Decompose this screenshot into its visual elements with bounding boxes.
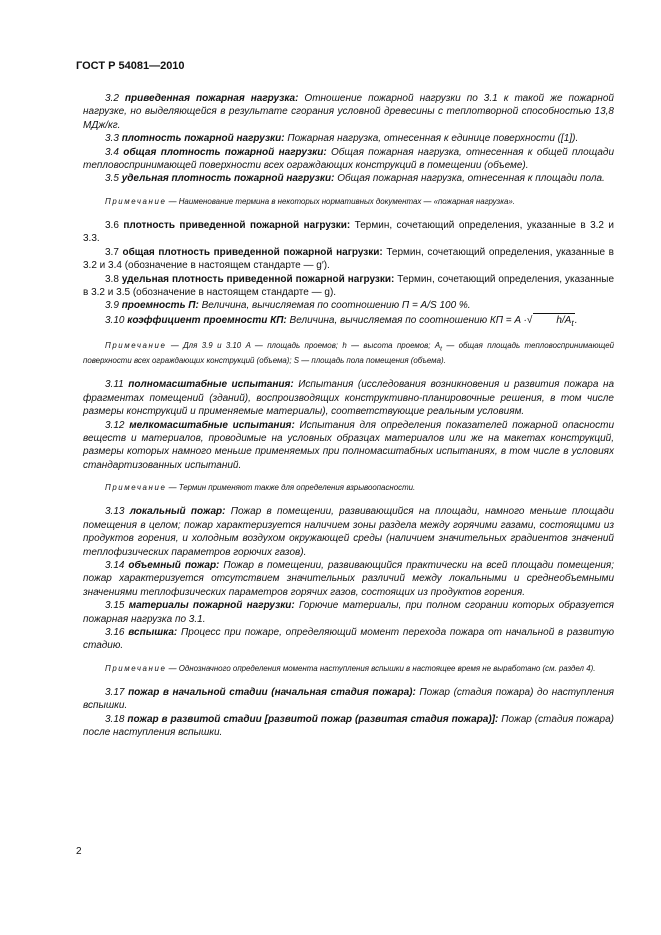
note-subscript: t (440, 345, 442, 353)
term: вспышка: (128, 626, 178, 638)
term: пожар в начальной стадии (начальная стадия пожара): (128, 687, 416, 698)
term: мелкомасштабные испытания: (129, 419, 295, 431)
definition-3-12 (83, 419, 614, 473)
clause-number: 3.3 (105, 133, 119, 145)
sqrt-icon: √ (526, 314, 533, 326)
definition-text: Общая пожарная нагрузка, отнесенная к общей площади тепловоспринимающей поверхности всех ограждающих конструкций в помещении (объеме). (83, 146, 615, 172)
definition-text: Испытания для определения показателей пожарной опасности веществ и материалов, проводимые на условных образцах материалов или же на макетах конструкций, размеры которых намного меньше применяемых при полномасштабных испытаниях, в том числе в условиях стандартизованных испытаний. (83, 419, 615, 471)
term: приведенная пожарная нагрузка: (124, 93, 299, 104)
definition-3-13 (83, 505, 614, 559)
formula-sqrt-text: h/A (556, 314, 572, 326)
definition-3-5 (83, 172, 614, 185)
note-label: Примечание (105, 483, 167, 493)
formula-lhs: КП = A · (489, 314, 527, 326)
note-text: — Термин применяют также для определения взрывоопасности. (166, 483, 416, 493)
term: локальный пожар: (129, 506, 226, 518)
definition-text: Термин, сочетающий определения, указанные в 3.2 и 3.5 (обозначение в настоящем стандарте — g). (83, 273, 614, 299)
term: объемный пожар: (128, 559, 220, 571)
clause-number: 3.7 (105, 246, 119, 258)
definition-3-15 (83, 599, 614, 626)
clause-number: 3.9 (105, 300, 119, 312)
formula-end: . (574, 314, 578, 326)
term: коэффициент проемности КП: (127, 314, 287, 326)
note-text-2: — общая площадь тепловоспринимающей поверхности всех ограждающих конструкций (объема); S — площадь пола помещения (объема). (83, 341, 614, 366)
definition-3-18 (83, 713, 614, 740)
clause-number: 3.10 (105, 314, 125, 326)
definition-text: Пожарная нагрузка, отнесенная к единице поверхности ([1]). (284, 133, 579, 145)
term: удельная плотность пожарной нагрузки: (121, 173, 335, 185)
definition-text: Величина, вычисляемая по соотношению П = A/S 100 %. (198, 300, 471, 312)
definition-text: Горючие материалы, при полном сгорании которых образуется пожарная нагрузка по 3.1. (83, 600, 615, 625)
definition-text: Пожар (стадия пожара) после наступления вспышки. (83, 713, 614, 739)
definition-3-11 (83, 378, 614, 418)
note-text: — Для 3.9 и 3.10 A — площадь проемов; h — высота проемов; A (166, 341, 441, 351)
definition-3-16 (83, 626, 614, 653)
definition-3-9 (83, 299, 614, 312)
term: общая плотность приведенной пожарной нагрузки: (122, 246, 383, 258)
term: материалы пожарной нагрузки: (128, 600, 295, 612)
formula-subscript: t (571, 317, 574, 328)
definition-text: Пожар в помещении, развивающийся практически на всей площади помещения; пожар характеризуется отсутствием значительных различий между локальными и среднеобъемными значениями теплофизических параметров горячих газов, состоящих из продуктов горения. (83, 559, 615, 598)
term: плотность приведенной пожарной нагрузки: (123, 220, 351, 232)
note-3 (83, 482, 614, 493)
term: общая плотность пожарной нагрузки: (123, 146, 327, 158)
clause-number: 3.8 (105, 273, 119, 285)
definition-text: Процесс при пожаре, определяющий момент перехода пожара от начальной в развитую стадию. (83, 626, 615, 652)
definition-text: Термин, сочетающий определения, указанные в 3.2 и 3.4 (обозначение в настоящем стандарте — g′). (83, 246, 614, 272)
note-text: — Наименование термина в некоторых нормативных документах — «пожарная нагрузка». (166, 196, 515, 206)
clause-number: 3.4 (105, 146, 119, 158)
note-text: — Однозначного определения момента наступления вспышки в настоящее время не выработано (см. раздел 4). (166, 663, 596, 673)
definition-3-10 (83, 313, 614, 330)
formula-radicand (533, 313, 574, 330)
definition-3-3 (83, 132, 614, 145)
page-number: 2 (76, 846, 82, 857)
definition-text: Величина, вычисляемая по соотношению (286, 314, 490, 326)
definition-3-6 (83, 219, 614, 246)
definition-text: Общая пожарная нагрузка, отнесенная к площади пола. (334, 173, 605, 185)
definition-3-17 (83, 686, 614, 713)
definition-text: Пожар (стадия пожара) до наступления вспышки. (83, 687, 614, 712)
definition-text: Термин, сочетающий определения, указанные в 3.2 и 3.3. (83, 220, 614, 245)
clause-number: 3.6 (105, 220, 119, 232)
definition-text: Испытания (исследования возникновения и развития пожара на фрагментах помещений (зданий), воспроизводящих конструктивно-планировочные решения, в том числе размеры конструкций и применяемые материалы), соответствующие реальным условиям. (83, 379, 615, 418)
term: пожар в развитой стадии [развитой пожар (развитая стадия пожара)]: (127, 713, 499, 725)
definition-3-7 (83, 246, 614, 273)
clause-number: 3.16 (105, 626, 125, 638)
definition-3-4 (83, 146, 614, 173)
clause-number: 3.18 (105, 713, 125, 725)
clause-number: 3.12 (105, 419, 125, 431)
note-1 (83, 196, 614, 207)
term: проемность П: (121, 300, 199, 312)
clause-number: 3.15 (105, 600, 125, 612)
definition-text: Отношение пожарной нагрузки по 3.1 к такой же пожарной нагрузке, но выделяющейся в результате сгорания условной древесины с теплотворной способностью 13,8 МДж/кг. (83, 93, 614, 131)
term: плотность пожарной нагрузки: (121, 133, 285, 145)
document-header: ГОСТ Р 54081—2010 (76, 60, 185, 72)
definition-3-14 (83, 559, 614, 599)
note-label: Примечание (105, 341, 167, 351)
definition-3-2 (83, 92, 614, 132)
clause-number: 3.13 (105, 506, 125, 518)
note-2 (83, 340, 614, 366)
clause-number: 3.5 (105, 173, 119, 185)
clause-number: 3.2 (105, 93, 119, 104)
definition-text: Пожар в помещении, развивающийся на площади, намного меньше площади помещения в целом; пожар характеризуется наличием зоны раздела между горячими газами, состоящими из продуктов горения, и холодным воздухом окружающей среды (наличием значительных градиентов значений теплофизических параметров горючих газов). (83, 506, 614, 558)
term: полномасштабные испытания: (128, 379, 294, 391)
term: удельная плотность приведенной пожарной нагрузки: (121, 273, 395, 285)
clause-number: 3.17 (105, 687, 125, 698)
clause-number: 3.11 (105, 379, 124, 391)
clause-number: 3.14 (105, 559, 125, 571)
note-label: Примечание (105, 196, 167, 206)
note-label: Примечание (105, 663, 167, 673)
document-body (83, 92, 614, 740)
definition-3-8 (83, 273, 614, 300)
note-4 (83, 663, 614, 674)
